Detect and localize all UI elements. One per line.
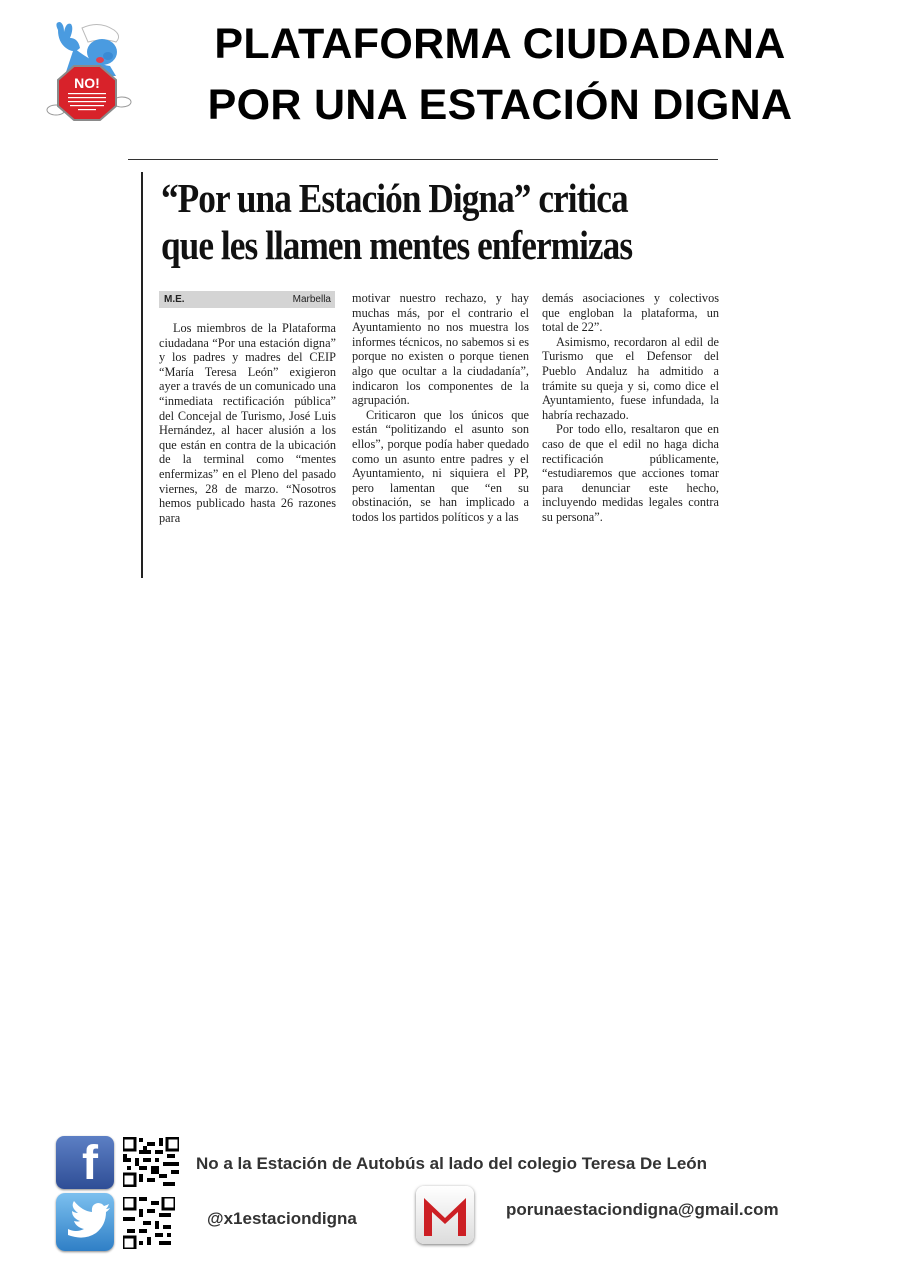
facebook-icon: f: [82, 1137, 98, 1190]
headline-line1: “Por una Estación Digna” critica: [161, 175, 628, 221]
gmail-link[interactable]: [416, 1186, 474, 1244]
headline-line2: que les llamen mentes enfermizas: [161, 222, 633, 268]
platform-title: [150, 14, 850, 136]
platform-title-line1: PLATAFORMA CIUDADANA: [214, 20, 786, 68]
platform-title-line2: POR UNA ESTACIÓN DIGNA: [207, 81, 793, 129]
qr-code-icon: [123, 1197, 175, 1249]
gmail-icon: [416, 1186, 474, 1244]
byline-bar: [159, 291, 335, 308]
svg-text:NO!: NO!: [74, 75, 100, 91]
article-column-1: [159, 321, 336, 525]
article-paragraph: demás asociaciones y colectivos que engloban la plataforma, un total de 22”.: [542, 291, 719, 335]
byline-place: Marbella: [292, 294, 331, 305]
article-column-3: [542, 291, 719, 525]
header-divider: [128, 159, 718, 160]
footer-slogan: No a la Estación de Autobús al lado del colegio Teresa De León: [196, 1154, 708, 1173]
facebook-link[interactable]: [56, 1136, 114, 1189]
article-paragraph: motivar nuestro rechazo, y hay muchas más, por el contrario el Ayuntamiento no nos muestra los informes técnicos, no sabemos si es porque no existen o porque tienen algo que ocultar a la ciudadanía”, indicaron los componentes de la agrupación.: [352, 291, 529, 408]
byline-author: M.E.: [164, 294, 185, 305]
twitter-link[interactable]: [56, 1193, 114, 1251]
smurf-stop-sign-logo: [44, 18, 134, 128]
qr-code-icon: [123, 1137, 179, 1187]
contact-email[interactable]: porunaestaciondigna@gmail.com: [506, 1200, 779, 1219]
article-column-2: [352, 291, 529, 525]
facebook-qr-code: [123, 1137, 179, 1187]
twitter-qr-code: [123, 1197, 175, 1249]
clipping-left-rule: [141, 172, 143, 578]
twitter-icon: [56, 1193, 114, 1251]
smurf-stop-sign-icon: [44, 18, 134, 128]
article-paragraph: Por todo ello, resaltaron que en caso de que el edil no haga dicha rectificación públicamente, “estudiaremos que acciones tomar para denunciar este hecho, incluyendo medidas legales contra su persona”.: [542, 422, 719, 524]
article-paragraph: Los miembros de la Plataforma ciudadana “Por una estación digna” y los padres y madres del CEIP “María Teresa León” exigieron ayer a través de un comunicado una “inmediata rectificación pública” del Concejal de Turismo, José Luis Hernández, al hacer alusión a los que están en contra de la ubicación de la terminal como “mentes enfermizas” en el Pleno del pasado viernes, 28 de marzo. “Nosotros hemos publicado hasta 26 razones para: [159, 321, 336, 525]
article-paragraph: Criticaron que los únicos que están “politizando el asunto son ellos”, porque podía haber quedado como un asunto entre padres y el Ayuntamiento, ni siquiera el PP, pero lamentan que “en su obstinación, se han implicado a todos los partidos políticos y a las: [352, 407, 529, 524]
article-paragraph: Asimismo, recordaron al edil de Turismo que el Defensor del Pueblo Andaluz ha admitido a trámite su queja y si, como dice el Ayuntamiento, fuese infundada, la habría rechazado.: [542, 334, 719, 422]
newspaper-clipping: [141, 172, 731, 578]
article-headline: [161, 175, 651, 269]
twitter-handle[interactable]: @x1estaciondigna: [207, 1209, 357, 1228]
